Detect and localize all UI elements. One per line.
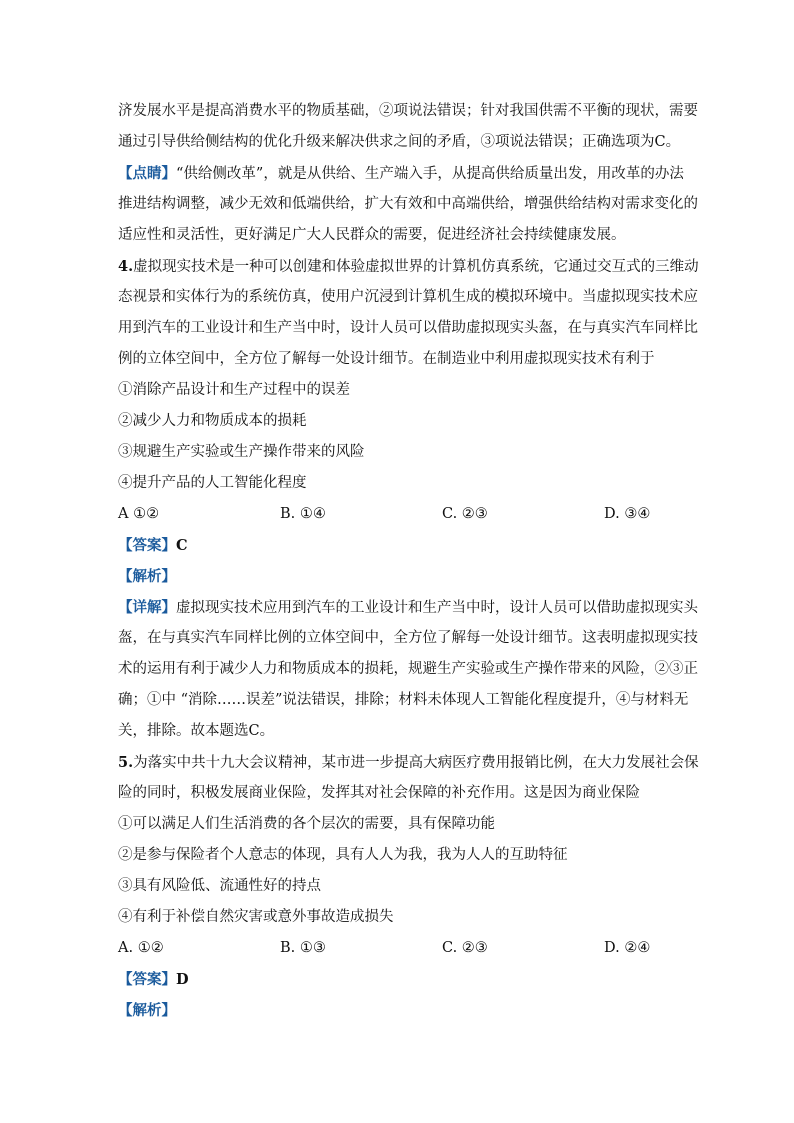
analysis-heading — [118, 995, 678, 1026]
statement-item: ③规避生产实验或生产操作带来的风险 — [118, 444, 365, 460]
text-line: 用到汽车的工业设计和生产当中时，设计人员可以借助虚拟现实头盔，在与真实汽车同样比 — [118, 320, 698, 336]
option-a: A. ①② — [118, 940, 164, 956]
text-line: 推进结构调整，减少无效和低端供给，扩大有效和中高端供给，增强供给结构对需求变化的 — [118, 196, 698, 212]
question-stem-line — [118, 747, 699, 778]
option-b: B. ①④ — [280, 506, 326, 522]
analysis-continuation — [118, 96, 698, 251]
question-4 — [118, 251, 699, 747]
jiexi-tag: 【解析】 — [118, 1002, 176, 1019]
answer-line — [118, 530, 678, 561]
statement-item: ④有利于补偿自然灾害或意外事故造成损失 — [118, 909, 394, 925]
answer-options — [118, 933, 678, 964]
option-c: C. ②③ — [442, 506, 488, 522]
option-d: D. ②④ — [604, 940, 651, 956]
text-line: 关，排除。故本题选C。 — [118, 723, 275, 739]
option-d: D. ③④ — [604, 506, 651, 522]
detail-line — [118, 592, 698, 623]
text-line: 通过引导供给侧结构的优化升级来解决供求之间的矛盾，③项说法错误；正确选项为C。 — [118, 134, 681, 150]
answer-value: D — [176, 971, 189, 988]
statement-item: ②减少人力和物质成本的损耗 — [118, 413, 307, 429]
option-b: B. ①③ — [280, 940, 326, 956]
question-number: 5. — [118, 754, 134, 771]
option-a: A ①② — [118, 506, 160, 522]
statement-item: ①可以满足人们生活消费的各个层次的需要，具有保障功能 — [118, 816, 495, 832]
statement-item: ③具有风险低、流通性好的持点 — [118, 878, 321, 894]
text-line: 险的同时，积极发展商业保险，发挥其对社会保障的补充作用。这是因为商业保险 — [118, 785, 640, 801]
text-line: 确；①中 “消除……误差”说法错误，排除；材料未体现人工智能化程度提升，④与材料无 — [118, 692, 689, 708]
text-segment: 虚拟现实技术是一种可以创建和体验虚拟世界的计算机仿真系统，它通过交互式的三维动 — [133, 259, 699, 275]
document-page — [118, 96, 699, 1026]
analysis-heading — [118, 561, 678, 592]
text-line: 术的运用有利于减少人力和物质成本的损耗，规避生产实验或生产操作带来的风险，②③正 — [118, 661, 698, 677]
question-number: 4. — [118, 258, 134, 275]
answer-options — [118, 499, 678, 530]
dianjing-line — [118, 158, 684, 189]
option-c: C. ②③ — [442, 940, 488, 956]
text-segment: “供给侧改革”，就是从供给、生产端入手，从提高供给质量出发，用改革的办法 — [176, 166, 684, 182]
answer-value: C — [176, 537, 188, 554]
statement-item: ②是参与保险者个人意志的体现，具有人人为我，我为人人的互助特征 — [118, 847, 568, 863]
text-line: 盔，在与真实汽车同样比例的立体空间中，全方位了解每一处设计细节。这表明虚拟现实技 — [118, 630, 698, 646]
text-segment: 虚拟现实技术应用到汽车的工业设计和生产当中时，设计人员可以借助虚拟现实头 — [176, 600, 698, 616]
question-5 — [118, 747, 699, 1026]
jiexi-tag: 【解析】 — [118, 568, 176, 585]
xiangjie-tag: 【详解】 — [118, 599, 176, 616]
statement-item: ④提升产品的人工智能化程度 — [118, 475, 307, 491]
question-stem-line — [118, 251, 699, 282]
text-line: 例的立体空间中，全方位了解每一处设计细节。在制造业中利用虚拟现实技术有利于 — [118, 351, 655, 367]
text-line: 济发展水平是提高消费水平的物质基础，②项说法错误；针对我国供需不平衡的现状，需要 — [118, 103, 698, 119]
answer-tag: 【答案】 — [118, 537, 176, 554]
text-line: 适应性和灵活性，更好满足广大人民群众的需要，促进经济社会持续健康发展。 — [118, 227, 626, 243]
text-segment: 为落实中共十九大会议精神，某市进一步提高大病医疗费用报销比例，在大力发展社会保 — [133, 755, 699, 771]
answer-tag: 【答案】 — [118, 971, 176, 988]
statement-item: ①消除产品设计和生产过程中的误差 — [118, 382, 350, 398]
answer-line — [118, 964, 678, 995]
text-line: 态视景和实体行为的系统仿真，使用户沉浸到计算机生成的模拟环境中。当虚拟现实技术应 — [118, 289, 698, 305]
dianjing-tag: 【点睛】 — [118, 165, 176, 182]
